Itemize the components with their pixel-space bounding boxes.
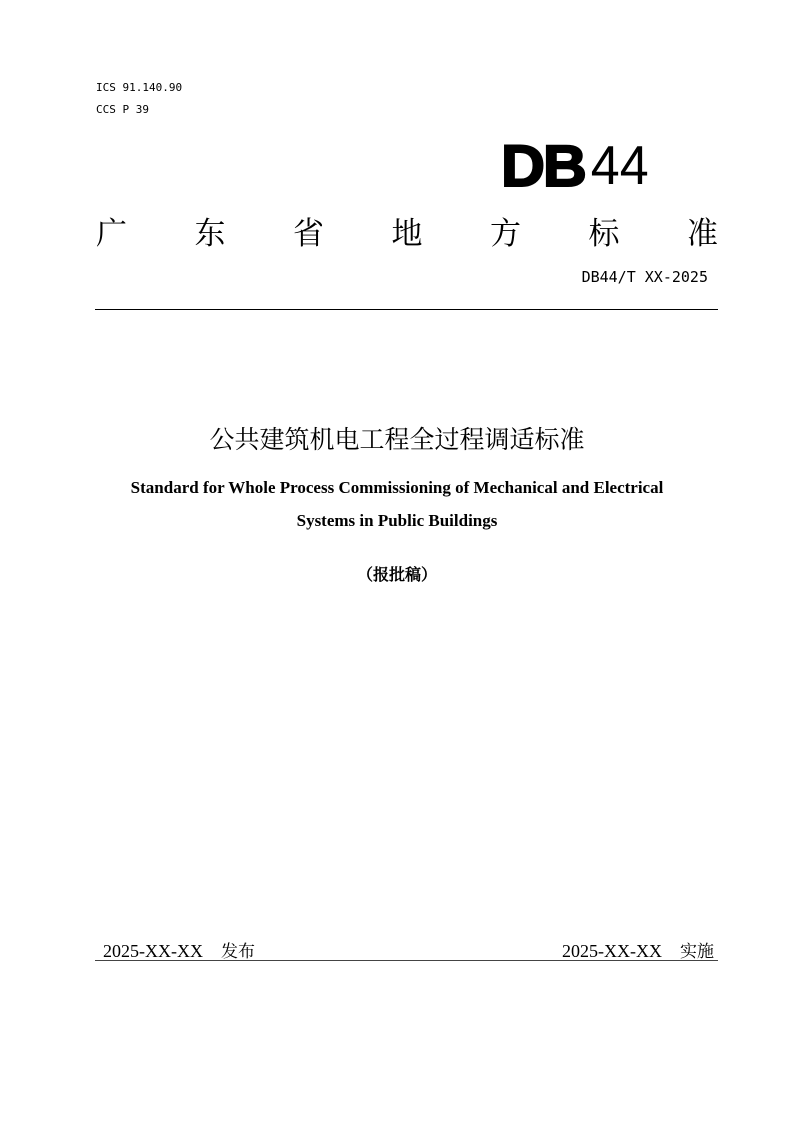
- standard-type-heading: [96, 214, 718, 254]
- heading-char: 东: [194, 216, 226, 252]
- ccs-code: CCS P 39: [96, 103, 149, 116]
- heading-char: 广: [96, 216, 127, 252]
- heading-char: 省: [293, 216, 324, 252]
- heading-char: 标: [588, 216, 620, 252]
- heading-char: 地: [391, 216, 423, 252]
- implement-date: 2025-XX-XX: [562, 941, 662, 961]
- top-divider: [95, 309, 718, 310]
- ics-code: ICS 91.140.90: [96, 81, 183, 94]
- publish-info: [103, 937, 255, 962]
- publish-date: 2025-XX-XX: [103, 941, 203, 961]
- heading-char: 方: [490, 216, 521, 252]
- logo-number: 44: [590, 135, 649, 197]
- bottom-divider: [95, 960, 718, 961]
- implement-info: [562, 937, 714, 962]
- implement-label: 实施: [680, 942, 714, 962]
- english-title-line1: Standard for Whole Process Commissioning of Mechanical and Electrical: [130, 478, 664, 497]
- logo-letters: DB: [501, 134, 585, 199]
- db-logo: [501, 132, 649, 199]
- draft-stage: （报批稿）: [356, 565, 437, 584]
- heading-char: 准: [687, 216, 718, 252]
- chinese-title: 公共建筑机电工程全过程调适标准: [209, 425, 585, 454]
- english-title-line2: Systems in Public Buildings: [296, 511, 498, 530]
- publish-label: 发布: [220, 942, 255, 962]
- standard-code: DB44/T XX-2025: [581, 268, 708, 286]
